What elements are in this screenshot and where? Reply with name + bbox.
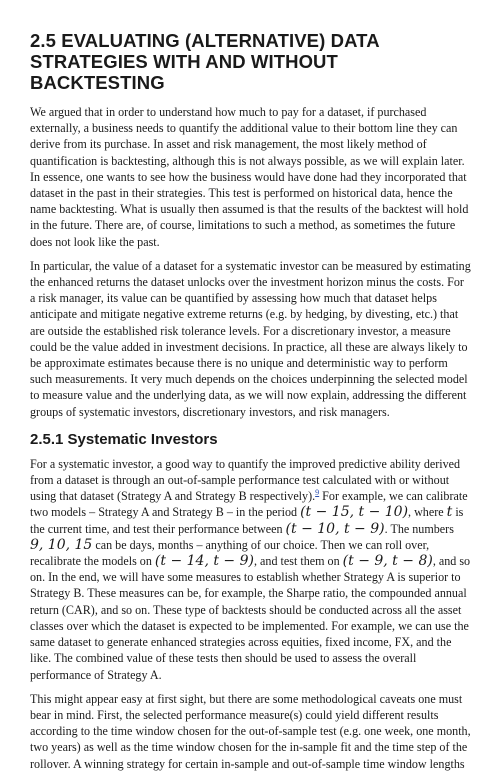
paragraph-systematic-investors	[30, 456, 472, 683]
section-heading: 2.5.1 Systematic Investors	[30, 430, 218, 448]
text-run: . The numbers	[384, 521, 454, 536]
math-expression: (t − 15, t − 10)	[300, 504, 409, 521]
text-run: is the current time, and test their performance between	[30, 505, 464, 536]
text-run: , and test them on	[253, 554, 343, 569]
text-run: For a systematic investor, a good way to quantify the improved predictive ability derived from a dataset is through an out-of-sample performance test calculated with or without using that dataset (Strategy A and Strategy B respectively).	[30, 456, 461, 504]
math-expression: 9, 10, 15	[30, 536, 93, 553]
paragraph-intro: We argued that in order to understand how much to pay for a dataset, if purchased externally, a business needs to quantify the additional value to their bottom line they can derive from its purchase. In asset and risk management, the most likely method of quantification is backtesting, although this is not always possible, as we will explain later. In essence, one wants to see how the business would have done had they incorporated that dataset in the past in their strategies. This test is performed on historical data, hence the name backtesting. What is usually then assumed is that the results of the backtest will hold in the future. There are, of course, limitations to such a method, as sometimes the future does not look like the past.	[30, 105, 469, 249]
math-expression: (t − 10, t − 9)	[285, 520, 385, 537]
paragraph-value-measures: In particular, the value of a dataset for a systematic investor can be measured by estimating the enhanced returns the dataset unlocks over the investment horizon minus the costs. For a risk manager, its value can be quantified by assessing how much that dataset helps anticipate and mitigate negative extreme returns (e.g. by hedging, by divesting, etc.) that are outside the established risk tolerance levels. For a discretionary investor, a measure could be the value added in investment decisions. In practice, all these are always likely to be approximate estimates because there is no unique and deterministic way to perform such measurements. It very much depends on the choices underpinning the selected model to measure value and the underlying data, as we will now explain, addressing the different groups of systematic investors, discretionary investors, and risk managers.	[30, 258, 471, 419]
page-title: 2.5 EVALUATING (ALTERNATIVE) DATA STRATEGIES WITH AND WITHOUT BACKTESTING	[30, 30, 379, 93]
math-variable: t	[446, 504, 453, 521]
footnote-link[interactable]: 9	[315, 488, 320, 498]
paragraph-caveats: This might appear easy at first sight, but there are some methodological caveats one must bear in mind. First, the selected performance measure(s) could yield different results according to the time window chosen for the out-of-sample test (e.g. one week, one month, two years) as well as the time window chosen for the in-sample fit and the time step of the rollover. A winning strategy for certain in-sample and out-of-sample time window lengths	[30, 691, 471, 771]
text-run: For example, we can calibrate two models – Strategy A and Strategy B – in the period	[30, 489, 468, 520]
math-expression: (t − 9, t − 8)	[342, 553, 433, 570]
math-expression: (t − 14, t − 9)	[154, 553, 254, 570]
text-run: , where	[408, 505, 447, 520]
text-run: , and so on. In the end, we will have some measures to establish whether Strategy A is superior to Strategy B. These measures can be, for example, the Sharpe ratio, the compounded annual return (CAR), and so on. These type of backtests should be conducted across all the asset classes over which the dataset is expected to be implemented. For example, we can use the same dataset to generate enhanced strategies across equities, fixed income, FX, and the like. The combined value of these tests then should be used to assess the overall performance of Strategy A.	[30, 554, 471, 682]
text-run: can be days, months – anything of our choice. Then we can roll over, recalibrate the models on	[30, 537, 430, 569]
